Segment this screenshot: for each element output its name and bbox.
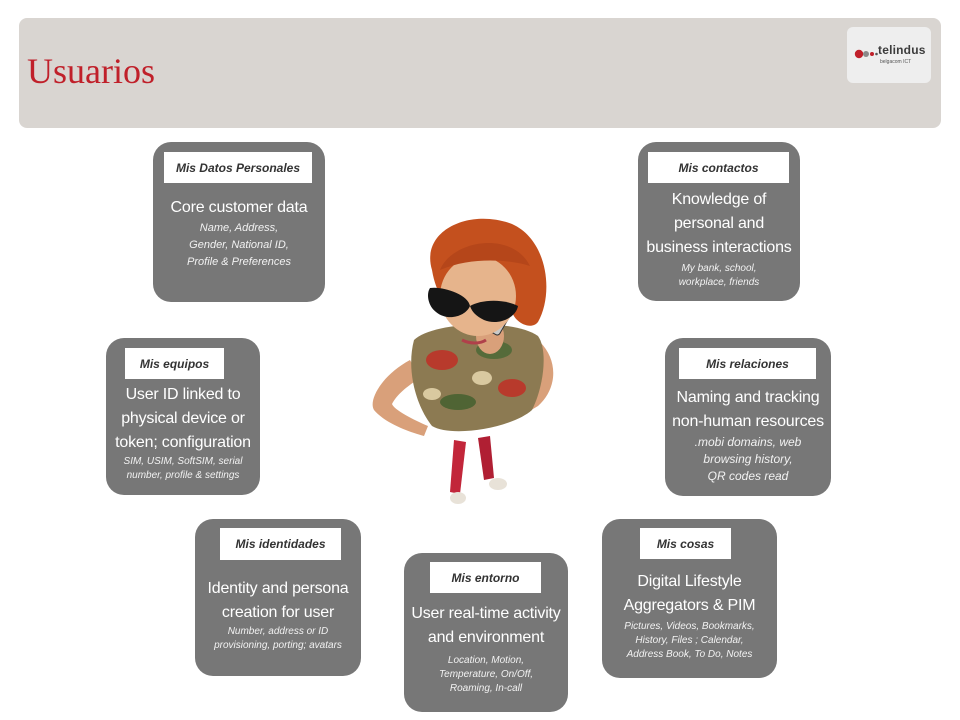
logo-tagline: belgacom ICT: [880, 59, 912, 65]
card-equipos: [106, 338, 260, 495]
card-main-text: Identity and persona creation for user: [207, 580, 349, 621]
card-tag: Mis Datos Personales: [164, 152, 312, 183]
card-contactos: [638, 142, 800, 301]
card-main-text: Naming and tracking non-human resources: [672, 389, 824, 430]
card-cosas: [602, 519, 777, 678]
card-identidades: [195, 519, 361, 676]
card-main-text: User real-time activity and environment: [411, 605, 561, 646]
user-photo: [362, 210, 570, 520]
card-tag: Mis equipos: [125, 348, 224, 379]
card-sub-text: Location, Motion, Temperature, On/Off, Roaming, In-call: [438, 655, 534, 694]
card-tag: Mis contactos: [648, 152, 789, 183]
header-bar: [19, 18, 941, 128]
logo-mark-icon: [853, 47, 879, 61]
card-tag: Mis relaciones: [679, 348, 816, 379]
card-main-text: Core customer data: [170, 199, 308, 216]
card-entorno: [404, 553, 568, 712]
logo-name: telindus: [878, 43, 926, 57]
card-main-text: User ID linked to physical device or token; configuration: [115, 386, 251, 451]
card-tag: Mis cosas: [640, 528, 731, 559]
card-sub-text: .mobi domains, web browsing history, QR codes read: [694, 435, 802, 483]
card-main-text: Digital Lifestyle Aggregators & PIM: [623, 573, 756, 614]
card-main-text: Knowledge of personal and business interactions: [646, 191, 792, 256]
card-sub-text: Pictures, Videos, Bookmarks, History, Files ; Calendar, Address Book, To Do, Notes: [624, 621, 755, 660]
page-title: Usuarios: [27, 51, 155, 91]
telindus-logo: [847, 27, 931, 83]
card-relaciones: [665, 338, 831, 496]
card-datos-personales: [153, 142, 325, 302]
card-tag: Mis entorno: [430, 562, 541, 593]
card-tag: Mis identidades: [220, 528, 341, 560]
card-sub-text: Name, Address, Gender, National ID, Profile & Preferences: [187, 222, 291, 268]
card-sub-text: My bank, school, workplace, friends: [678, 263, 760, 288]
card-sub-text: SIM, USIM, SoftSIM, serial number, profile & settings: [123, 456, 243, 481]
card-sub-text: Number, address or ID provisioning, porting; avatars: [214, 626, 342, 651]
